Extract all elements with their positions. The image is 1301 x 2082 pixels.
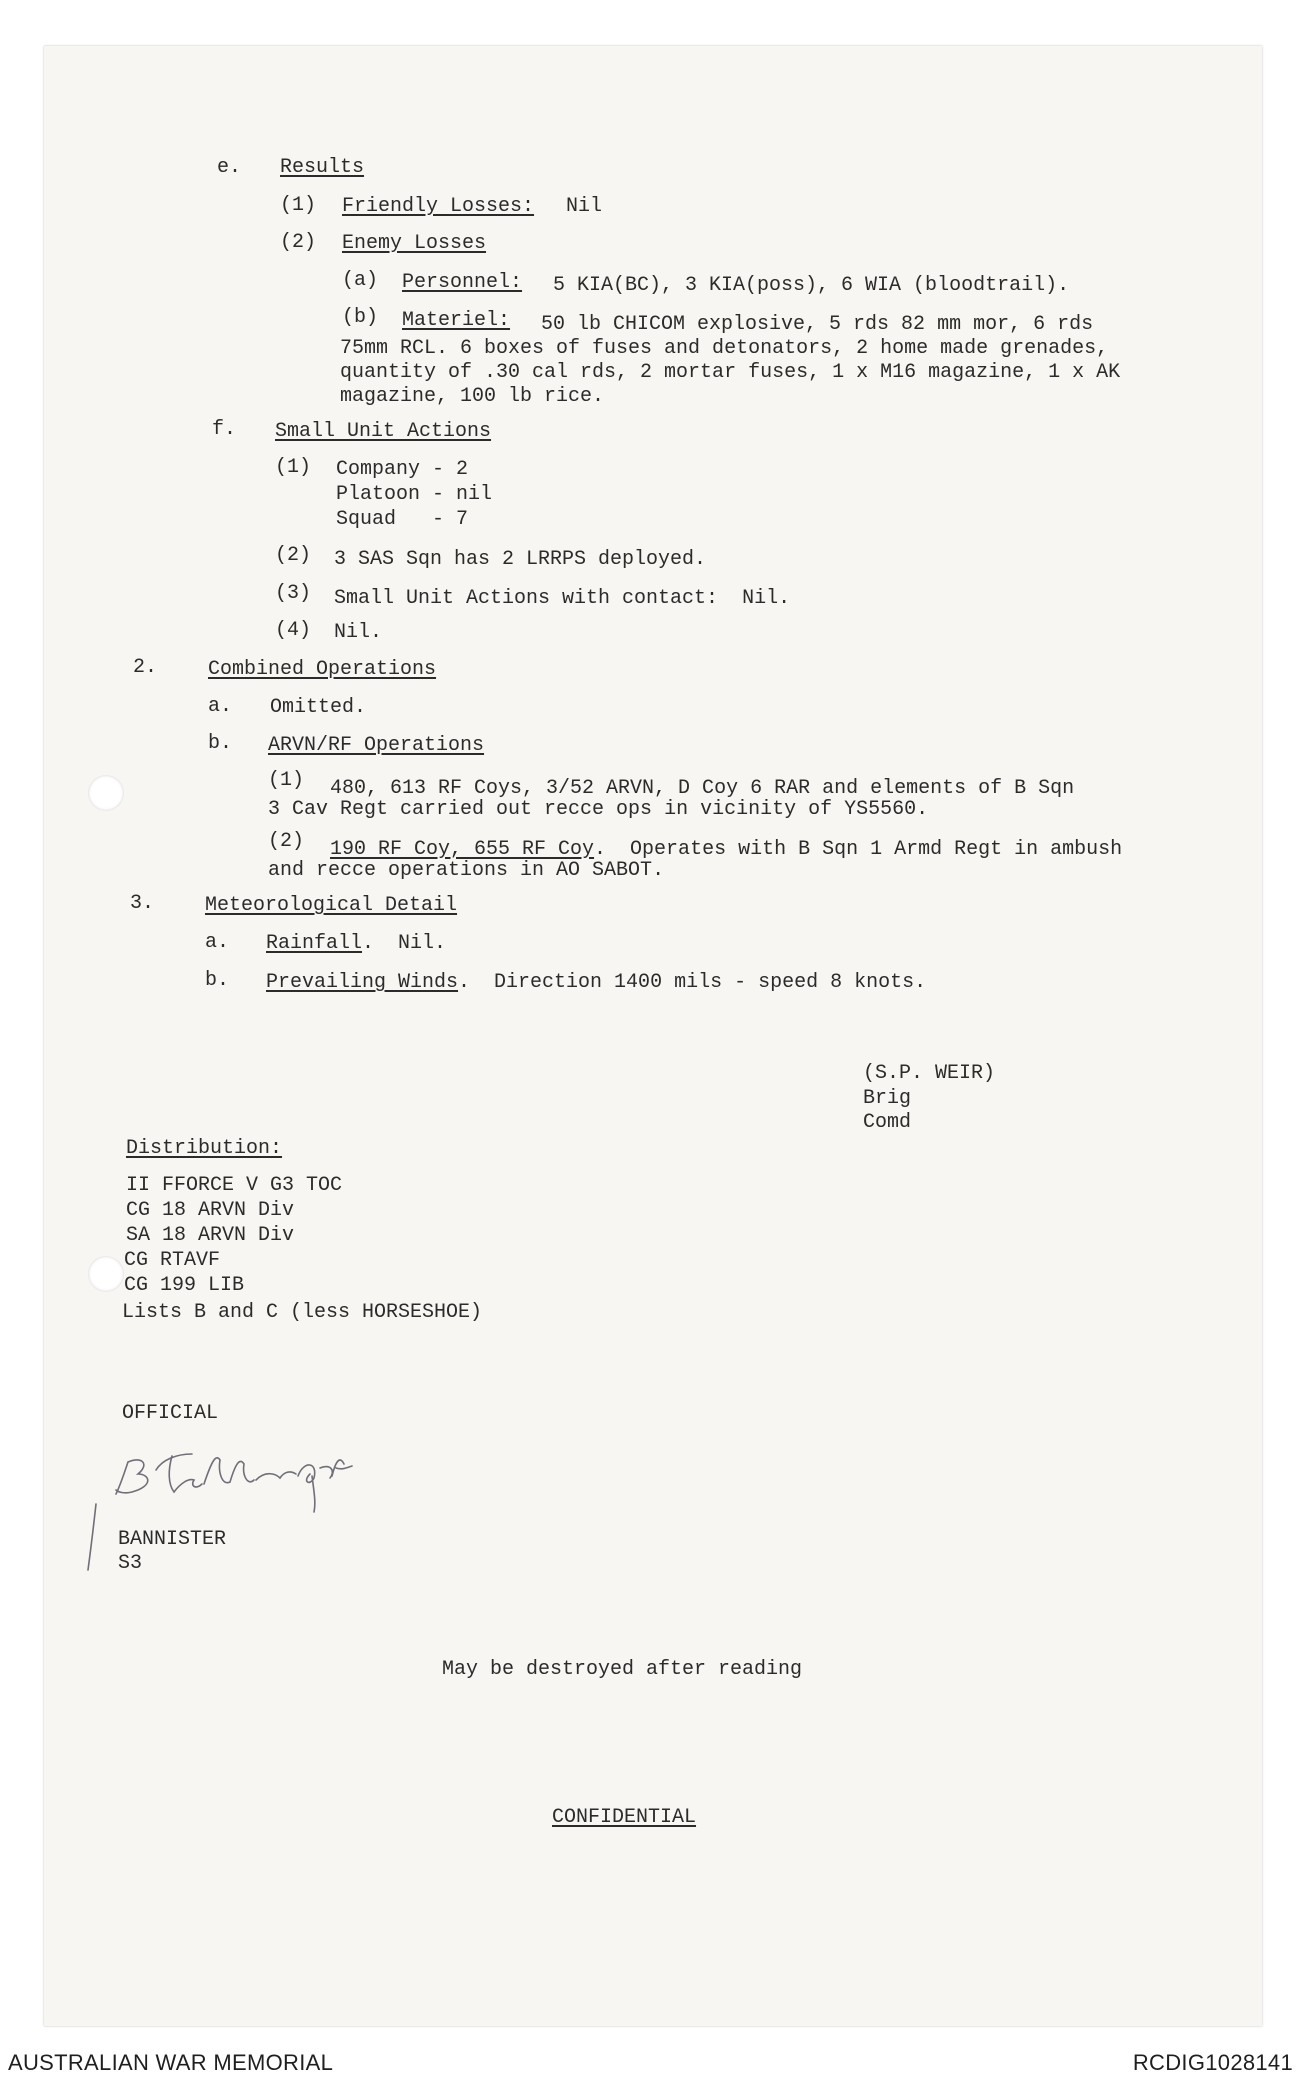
item-number: (2) <box>280 231 317 254</box>
section-marker: f. <box>212 418 237 441</box>
item-number: (4) <box>275 619 312 642</box>
item-label: Prevailing Winds <box>266 971 459 994</box>
distribution-line: II FFORCE V G3 TOC <box>126 1174 343 1197</box>
item-heading: ARVN/RF Operations <box>268 734 485 757</box>
item-marker: a. <box>208 695 233 718</box>
item-number: (1) <box>275 456 312 479</box>
section-marker: e. <box>217 156 242 179</box>
item-number: (2) <box>268 830 305 853</box>
item-label: Rainfall <box>266 932 363 955</box>
item-number: (a) <box>342 269 379 292</box>
item-number: (1) <box>280 194 317 217</box>
item-marker: b. <box>205 969 230 992</box>
section-marker: 2. <box>133 656 158 679</box>
item-value: 3 Cav Regt carried out recce ops in vicinity of YS5560. <box>268 798 929 821</box>
item-value: 480, 613 RF Coys, 3/52 ARVN, D Coy 6 RAR and elements of B Sqn <box>330 777 1075 800</box>
footer-id: RCDIG1028141 <box>1132 2050 1293 2075</box>
item-value: 75mm RCL. 6 boxes of fuses and detonators, 2 home made grenades, <box>340 337 1109 360</box>
section-heading: Meteorological Detail <box>205 894 458 917</box>
item-label: Materiel: <box>402 309 511 332</box>
item-value: quantity of .30 cal rds, 2 mortar fuses, 1 x M16 magazine, 1 x AK <box>340 361 1121 384</box>
classification-marking: CONFIDENTIAL <box>552 1806 697 1829</box>
item-value: Company - 2 <box>336 458 469 481</box>
item-value: Small Unit Actions with contact: Nil. <box>334 587 791 610</box>
section-heading: Results <box>280 156 365 179</box>
official-name: BANNISTER <box>118 1528 227 1551</box>
punch-hole <box>88 775 124 811</box>
distribution-line: CG RTAVF <box>124 1249 221 1272</box>
item-text: . Nil. <box>362 932 447 955</box>
signatory-rank: Brig <box>863 1087 912 1110</box>
item-number: (b) <box>342 306 379 329</box>
item-text: . Direction 1400 mils - speed 8 knots. <box>458 971 927 994</box>
item-value: 3 SAS Sqn has 2 LRRPS deployed. <box>334 548 707 571</box>
item-value <box>266 931 446 956</box>
item-value: and recce operations in AO SABOT. <box>268 859 665 882</box>
signatory-name: (S.P. WEIR) <box>863 1062 996 1085</box>
item-value: Omitted. <box>270 696 367 719</box>
official-label: OFFICIAL <box>122 1402 219 1425</box>
item-text: . Operates with B Sqn 1 Armd Regt in ambush <box>594 838 1123 861</box>
item-value: Nil. <box>334 621 383 644</box>
item-label: Personnel: <box>402 271 523 294</box>
item-value: 50 lb CHICOM explosive, 5 rds 82 mm mor, 6 rds <box>541 313 1094 336</box>
item-label: Enemy Losses <box>342 232 487 255</box>
distribution-line: CG 18 ARVN Div <box>126 1199 295 1222</box>
distribution-heading: Distribution: <box>126 1137 283 1160</box>
item-value: 5 KIA(BC), 3 KIA(poss), 6 WIA (bloodtrail). <box>553 274 1070 297</box>
section-marker: 3. <box>130 892 155 915</box>
punch-hole <box>88 1256 124 1292</box>
item-number: (2) <box>275 544 312 567</box>
item-number: (3) <box>275 582 312 605</box>
item-marker: b. <box>208 732 233 755</box>
official-role: S3 <box>118 1552 143 1575</box>
item-label: Friendly Losses: <box>342 195 535 218</box>
item-value: magazine, 100 lb rice. <box>340 385 605 408</box>
distribution-line: CG 199 LIB <box>124 1274 245 1297</box>
distribution-line: SA 18 ARVN Div <box>126 1224 295 1247</box>
signatory-role: Comd <box>863 1111 912 1134</box>
item-value: Nil <box>566 195 603 218</box>
item-marker: a. <box>205 931 230 954</box>
distribution-line: Lists B and C (less HORSESHOE) <box>122 1301 483 1324</box>
item-value <box>266 970 926 995</box>
footer-institution: AUSTRALIAN WAR MEMORIAL <box>8 2050 334 2075</box>
item-value: Squad - 7 <box>336 508 469 531</box>
item-number: (1) <box>268 769 305 792</box>
destroy-notice: May be destroyed after reading <box>442 1658 803 1681</box>
unit-list: 190 RF Coy, 655 RF Coy <box>330 838 595 861</box>
section-heading: Small Unit Actions <box>275 420 492 443</box>
section-heading: Combined Operations <box>208 658 437 681</box>
item-value: Platoon - nil <box>336 483 493 506</box>
